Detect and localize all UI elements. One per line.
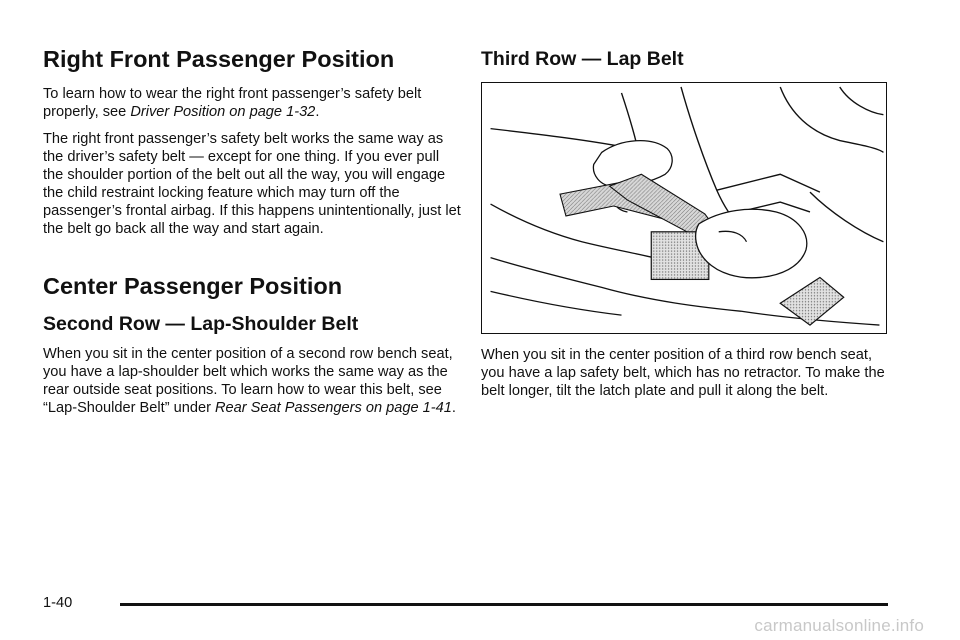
paragraph-second-row-center-text: When you sit in the center position of a second row bench seat, you have a lap-shoulder belt which works the same way as the rear outside seat positions. To learn how to wear this belt, see “Lap-Shoulder Belt” under bbox=[43, 346, 453, 416]
heading-center-passenger-position: Center Passenger Position bbox=[43, 273, 343, 299]
paragraph-third-row-center: When you sit in the center position of a third row bench seat, you have a lap safety belt, which has no retractor. To make the belt longer, tilt the latch plate and pull it along the belt. bbox=[481, 347, 885, 399]
paragraph-right-front-intro-text: To learn how to wear the right front passenger’s safety belt properly, see bbox=[43, 86, 422, 120]
link-rear-seat-passengers[interactable]: Rear Seat Passengers on page 1-41 bbox=[214, 400, 452, 416]
lap-belt-illustration bbox=[481, 82, 887, 334]
paragraph-right-front-belt-works: The right front passenger’s safety belt works the same way as the driver’s safety belt — except for one thing. If you ever pull the shoulder portion of the belt out all the way, you will engage the child restraint locking feature which may turn off the passenger’s frontal airbag. If this happens unintentionally, just let the belt go back all the way and start again. bbox=[43, 131, 461, 237]
watermark: carmanualsonline.info bbox=[754, 616, 924, 635]
spacer bbox=[43, 247, 461, 263]
page-number: 1-40 bbox=[43, 595, 73, 611]
paragraph-second-row-center bbox=[43, 345, 461, 417]
footer-rule bbox=[120, 603, 888, 606]
subheading-third-row-lap-belt: Third Row — Lap Belt bbox=[481, 48, 684, 70]
subheading-second-row-lap-shoulder-belt: Second Row — Lap-Shoulder Belt bbox=[43, 313, 359, 335]
paragraph-right-front-intro-end: . bbox=[315, 104, 320, 120]
link-driver-position[interactable]: Driver Position on page 1-32 bbox=[130, 104, 316, 120]
heading-right-front-passenger-position: Right Front Passenger Position bbox=[43, 46, 395, 72]
right-column bbox=[481, 36, 891, 409]
right-hand bbox=[696, 209, 807, 278]
page-footer bbox=[43, 592, 888, 616]
paragraph-second-row-center-end: . bbox=[451, 400, 456, 416]
paragraph-right-front-intro bbox=[43, 85, 461, 121]
left-column bbox=[43, 36, 461, 426]
